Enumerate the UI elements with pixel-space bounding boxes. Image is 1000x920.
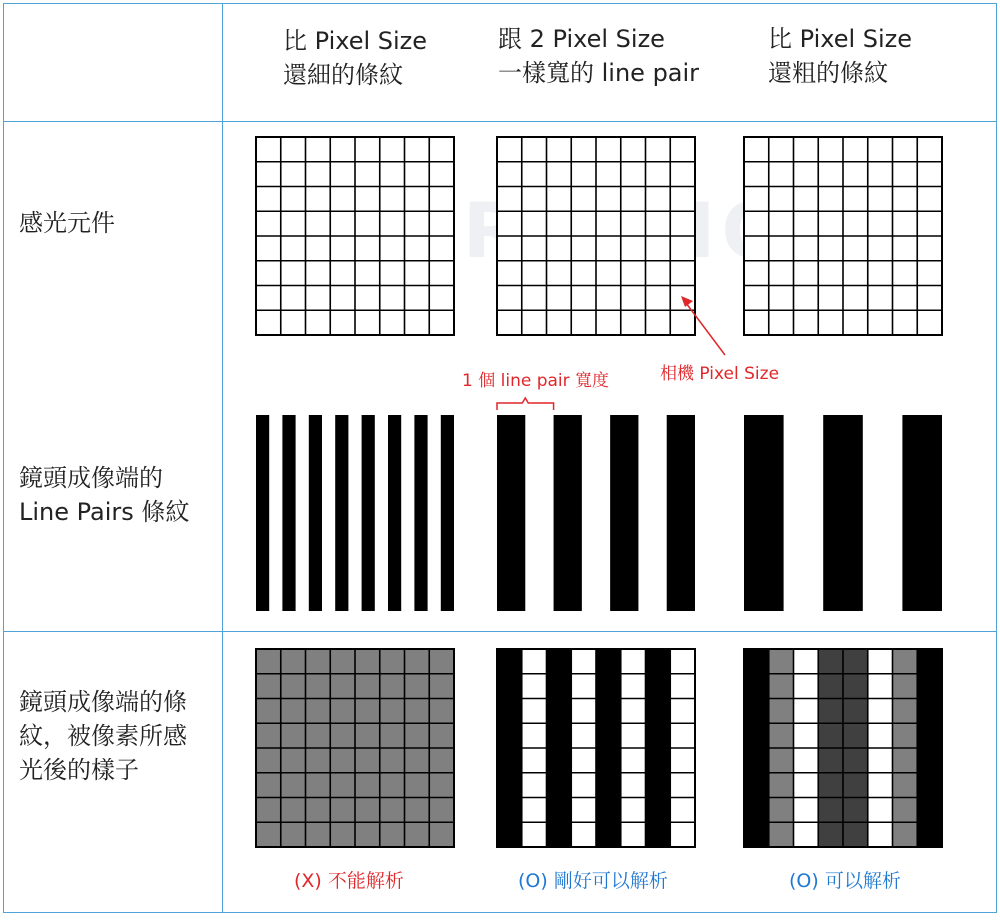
column-header-line: 跟 2 Pixel Size: [498, 25, 665, 53]
camera-pixel-size-label: 相機 Pixel Size: [660, 364, 780, 384]
result-caption-fine: (X) 不能解析: [294, 870, 404, 892]
column-header-line: 比 Pixel Size: [283, 27, 428, 55]
row-header-line: 鏡頭成像端的條: [19, 688, 187, 716]
column-header-line: 還粗的條紋: [768, 59, 888, 87]
line-pair-width-label: 1 個 line pair 寬度: [462, 371, 610, 391]
result-caption-matched: (O) 剛好可以解析: [518, 870, 668, 892]
result-caption-coarse: (O) 可以解析: [789, 870, 901, 892]
column-header-line: 比 Pixel Size: [768, 25, 913, 53]
row-header-line: 鏡頭成像端的: [19, 464, 163, 492]
row-header-line: 感光元件: [19, 209, 115, 237]
stripe-black-bar: [282, 415, 295, 611]
stripe-black-bar: [335, 415, 348, 611]
stripe-black-bar: [823, 415, 863, 611]
stripe-black-bar: [256, 415, 269, 611]
column-header-line: 一樣寬的 line pair: [498, 59, 700, 87]
row-header-line: Line Pairs 條紋: [19, 498, 190, 526]
stripe-black-bar: [667, 415, 695, 611]
stripe-black-bar: [388, 415, 401, 611]
line-pair-bracket: [497, 398, 554, 410]
stripe-black-bar: [309, 415, 322, 611]
stripe-black-bar: [554, 415, 582, 611]
stripe-black-bar: [414, 415, 427, 611]
stripe-black-bar: [610, 415, 638, 611]
row-header-line: 光後的樣子: [19, 756, 139, 784]
stripe-black-bar: [441, 415, 454, 611]
stripe-black-bar: [362, 415, 375, 611]
row-header-line: 紋，被像素所感: [19, 722, 187, 750]
stripe-black-bar: [902, 415, 942, 611]
stripe-black-bar: [497, 415, 525, 611]
stripe-black-bar: [744, 415, 784, 611]
column-header-line: 還細的條紋: [283, 61, 403, 89]
